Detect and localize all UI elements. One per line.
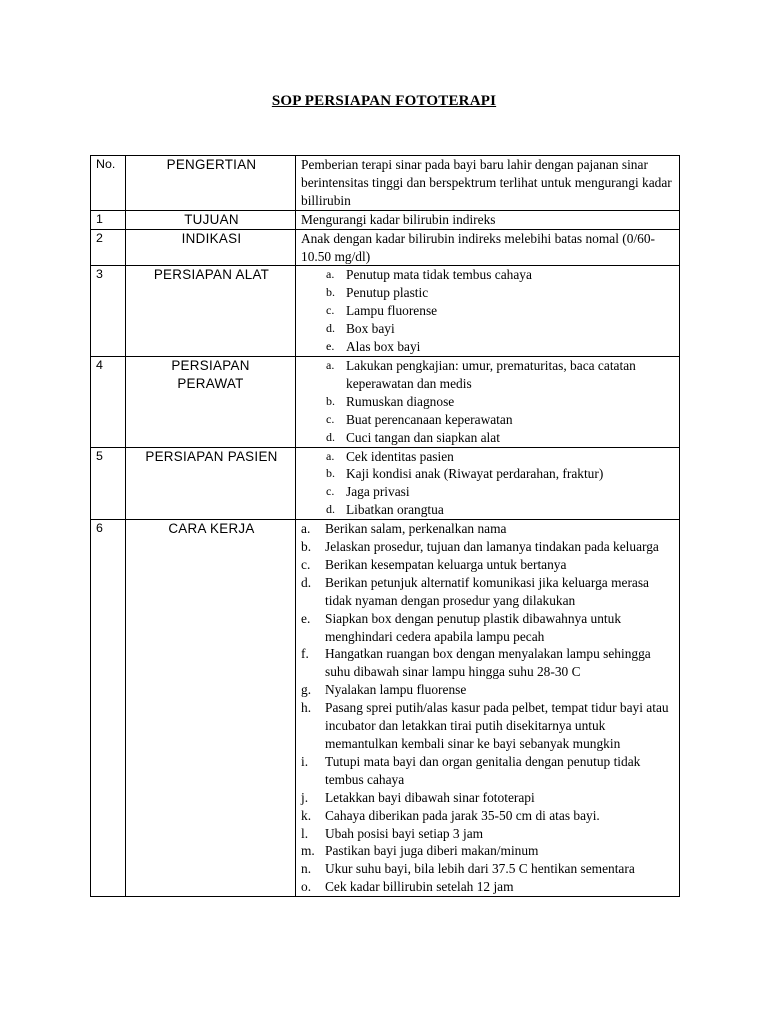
table-row bbox=[91, 520, 680, 897]
list-item-text: Box bayi bbox=[346, 321, 395, 337]
list-item-text: Jelaskan prosedur, tujuan dan lamanya tindakan pada keluarga bbox=[325, 539, 659, 555]
row-content: Anak dengan kadar bilirubin indireks melebihi batas nomal (0/60-10.50 mg/dl) bbox=[296, 229, 680, 266]
list-item-text: Siapkan box dengan penutup plastik dibawahnya untuk menghindari cedera apabila lampu pecah bbox=[325, 610, 622, 644]
list-item-marker: d. bbox=[326, 429, 335, 444]
list-item-marker: c. bbox=[326, 411, 335, 426]
list-item bbox=[301, 501, 676, 519]
list-item bbox=[301, 520, 676, 538]
sop-table bbox=[90, 155, 680, 897]
list-item bbox=[301, 429, 676, 447]
list-item-text: Berikan salam, perkenalkan nama bbox=[325, 521, 507, 537]
list-item bbox=[301, 842, 676, 860]
list-item-marker: d. bbox=[326, 321, 335, 336]
list-item-text: Penutup plastic bbox=[346, 285, 429, 301]
list-item-marker: f. bbox=[301, 646, 309, 662]
table-row bbox=[91, 356, 680, 447]
list-item bbox=[301, 681, 676, 699]
row-number: No. bbox=[91, 156, 126, 211]
list-item-text: Berikan kesempatan keluarga untuk bertanya bbox=[325, 556, 567, 572]
row-number: 1 bbox=[91, 210, 126, 229]
patient-preparation-list bbox=[301, 448, 676, 520]
list-item bbox=[301, 483, 676, 501]
procedure-list bbox=[301, 520, 676, 896]
list-item bbox=[301, 448, 676, 466]
list-item-marker: i. bbox=[301, 753, 309, 769]
list-item bbox=[301, 789, 676, 807]
row-content bbox=[296, 520, 680, 897]
table-row bbox=[91, 229, 680, 266]
row-heading: PERSIAPAN PASIEN bbox=[126, 447, 296, 520]
list-item-marker: b. bbox=[326, 466, 335, 481]
list-item-marker: b. bbox=[301, 539, 312, 555]
row-content bbox=[296, 356, 680, 447]
list-item-marker: a. bbox=[326, 448, 335, 463]
list-item-text: Pastikan bayi juga diberi makan/minum bbox=[325, 843, 539, 859]
row-number: 4 bbox=[91, 356, 126, 447]
list-item bbox=[301, 357, 676, 393]
list-item-marker: d. bbox=[301, 574, 312, 590]
list-item bbox=[301, 320, 676, 338]
list-item-marker: o. bbox=[301, 879, 312, 895]
list-item-text: Nyalakan lampu fluorense bbox=[325, 682, 467, 698]
row-content: Mengurangi kadar bilirubin indireks bbox=[296, 210, 680, 229]
list-item-marker: k. bbox=[301, 807, 312, 823]
list-item bbox=[301, 266, 676, 284]
row-content bbox=[296, 447, 680, 520]
list-item bbox=[301, 878, 676, 896]
list-item-marker: c. bbox=[301, 556, 311, 572]
list-item-marker: a. bbox=[326, 267, 335, 282]
row-heading: PENGERTIAN bbox=[126, 156, 296, 211]
row-content: Pemberian terapi sinar pada bayi baru lahir dengan pajanan sinar berintensitas tinggi dan berspektrum terlihat untuk mengurangi kadar billirubin bbox=[296, 156, 680, 211]
list-item-text: Cek identitas pasien bbox=[346, 448, 454, 464]
list-item-text: Pasang sprei putih/alas kasur pada pelbet, tempat tidur bayi atau incubator dan letakkan tirai putih disekitarnya untuk memantulkan kembali sinar ke bayi sebanyak mungkin bbox=[325, 700, 669, 751]
row-number: 2 bbox=[91, 229, 126, 266]
list-item bbox=[301, 699, 676, 753]
list-item-marker: c. bbox=[326, 303, 335, 318]
list-item-text: Cek kadar billirubin setelah 12 jam bbox=[325, 879, 514, 895]
row-number: 3 bbox=[91, 266, 126, 357]
list-item-text: Lampu fluorense bbox=[346, 303, 438, 319]
list-item bbox=[301, 338, 676, 356]
list-item bbox=[301, 574, 676, 610]
list-item-marker: m. bbox=[301, 843, 315, 859]
table-row bbox=[91, 447, 680, 520]
list-item-text: Cahaya diberikan pada jarak 35-50 cm di atas bayi. bbox=[325, 807, 600, 823]
list-item-text: Alas box bayi bbox=[346, 339, 421, 355]
list-item-text: Buat perencanaan keperawatan bbox=[346, 411, 513, 427]
list-item bbox=[301, 538, 676, 556]
list-item-marker: b. bbox=[326, 285, 335, 300]
row-heading: TUJUAN bbox=[126, 210, 296, 229]
row-heading bbox=[126, 356, 296, 447]
list-item-marker: a. bbox=[326, 357, 335, 372]
list-item-marker: b. bbox=[326, 393, 335, 408]
list-item-text: Berikan petunjuk alternatif komunikasi jika keluarga merasa tidak nyaman dengan prosedur yang dilakukan bbox=[325, 574, 649, 608]
list-item-marker: c. bbox=[326, 484, 335, 499]
list-item-marker: e. bbox=[301, 610, 311, 626]
list-item bbox=[301, 411, 676, 429]
list-item bbox=[301, 610, 676, 646]
table-row bbox=[91, 210, 680, 229]
row-number: 5 bbox=[91, 447, 126, 520]
list-item-marker: a. bbox=[301, 521, 311, 537]
list-item bbox=[301, 825, 676, 843]
equipment-list bbox=[301, 266, 676, 356]
list-item bbox=[301, 860, 676, 878]
nurse-preparation-list bbox=[301, 357, 676, 447]
list-item-text: Ukur suhu bayi, bila lebih dari 37.5 C hentikan sementara bbox=[325, 861, 635, 877]
list-item bbox=[301, 807, 676, 825]
list-item-marker: j. bbox=[301, 789, 309, 805]
list-item-text: Kaji kondisi anak (Riwayat perdarahan, fraktur) bbox=[346, 466, 604, 482]
list-item bbox=[301, 302, 676, 320]
row-content bbox=[296, 266, 680, 357]
list-item-text: Ubah posisi bayi setiap 3 jam bbox=[325, 825, 484, 841]
list-item bbox=[301, 753, 676, 789]
list-item bbox=[301, 465, 676, 483]
list-item-text: Jaga privasi bbox=[346, 484, 410, 500]
row-number: 6 bbox=[91, 520, 126, 897]
row-heading: PERSIAPAN ALAT bbox=[126, 266, 296, 357]
list-item-marker: l. bbox=[301, 825, 309, 841]
list-item-text: Penutup mata tidak tembus cahaya bbox=[346, 267, 532, 283]
list-item-text: Libatkan orangtua bbox=[346, 502, 444, 518]
list-item-marker: d. bbox=[326, 502, 335, 517]
list-item-text: Tutupi mata bayi dan organ genitalia dengan penutup tidak tembus cahaya bbox=[325, 753, 641, 787]
list-item-marker: g. bbox=[301, 682, 312, 698]
list-item-marker: h. bbox=[301, 700, 312, 716]
table-row bbox=[91, 156, 680, 211]
list-item bbox=[301, 284, 676, 302]
list-item bbox=[301, 645, 676, 681]
list-item-marker: e. bbox=[326, 339, 335, 354]
list-item-marker: n. bbox=[301, 861, 312, 877]
row-heading: CARA KERJA bbox=[126, 520, 296, 897]
list-item-text: Letakkan bayi dibawah sinar fototerapi bbox=[325, 789, 535, 805]
list-item bbox=[301, 556, 676, 574]
document-title: SOP PERSIAPAN FOTOTERAPI bbox=[271, 93, 497, 109]
list-item-text: Hangatkan ruangan box dengan menyalakan lampu sehingga suhu dibawah sinar lampu hingga suhu 28-30 C bbox=[325, 646, 651, 680]
row-heading: INDIKASI bbox=[126, 229, 296, 266]
list-item-text: Rumuskan diagnose bbox=[346, 393, 455, 409]
list-item bbox=[301, 393, 676, 411]
list-item-text: Lakukan pengkajian: umur, prematuritas, baca catatan keperawatan dan medis bbox=[346, 357, 636, 391]
row-heading-text: PERSIAPAN PERAWAT bbox=[171, 357, 250, 391]
table-row bbox=[91, 266, 680, 357]
list-item-text: Cuci tangan dan siapkan alat bbox=[346, 429, 500, 445]
